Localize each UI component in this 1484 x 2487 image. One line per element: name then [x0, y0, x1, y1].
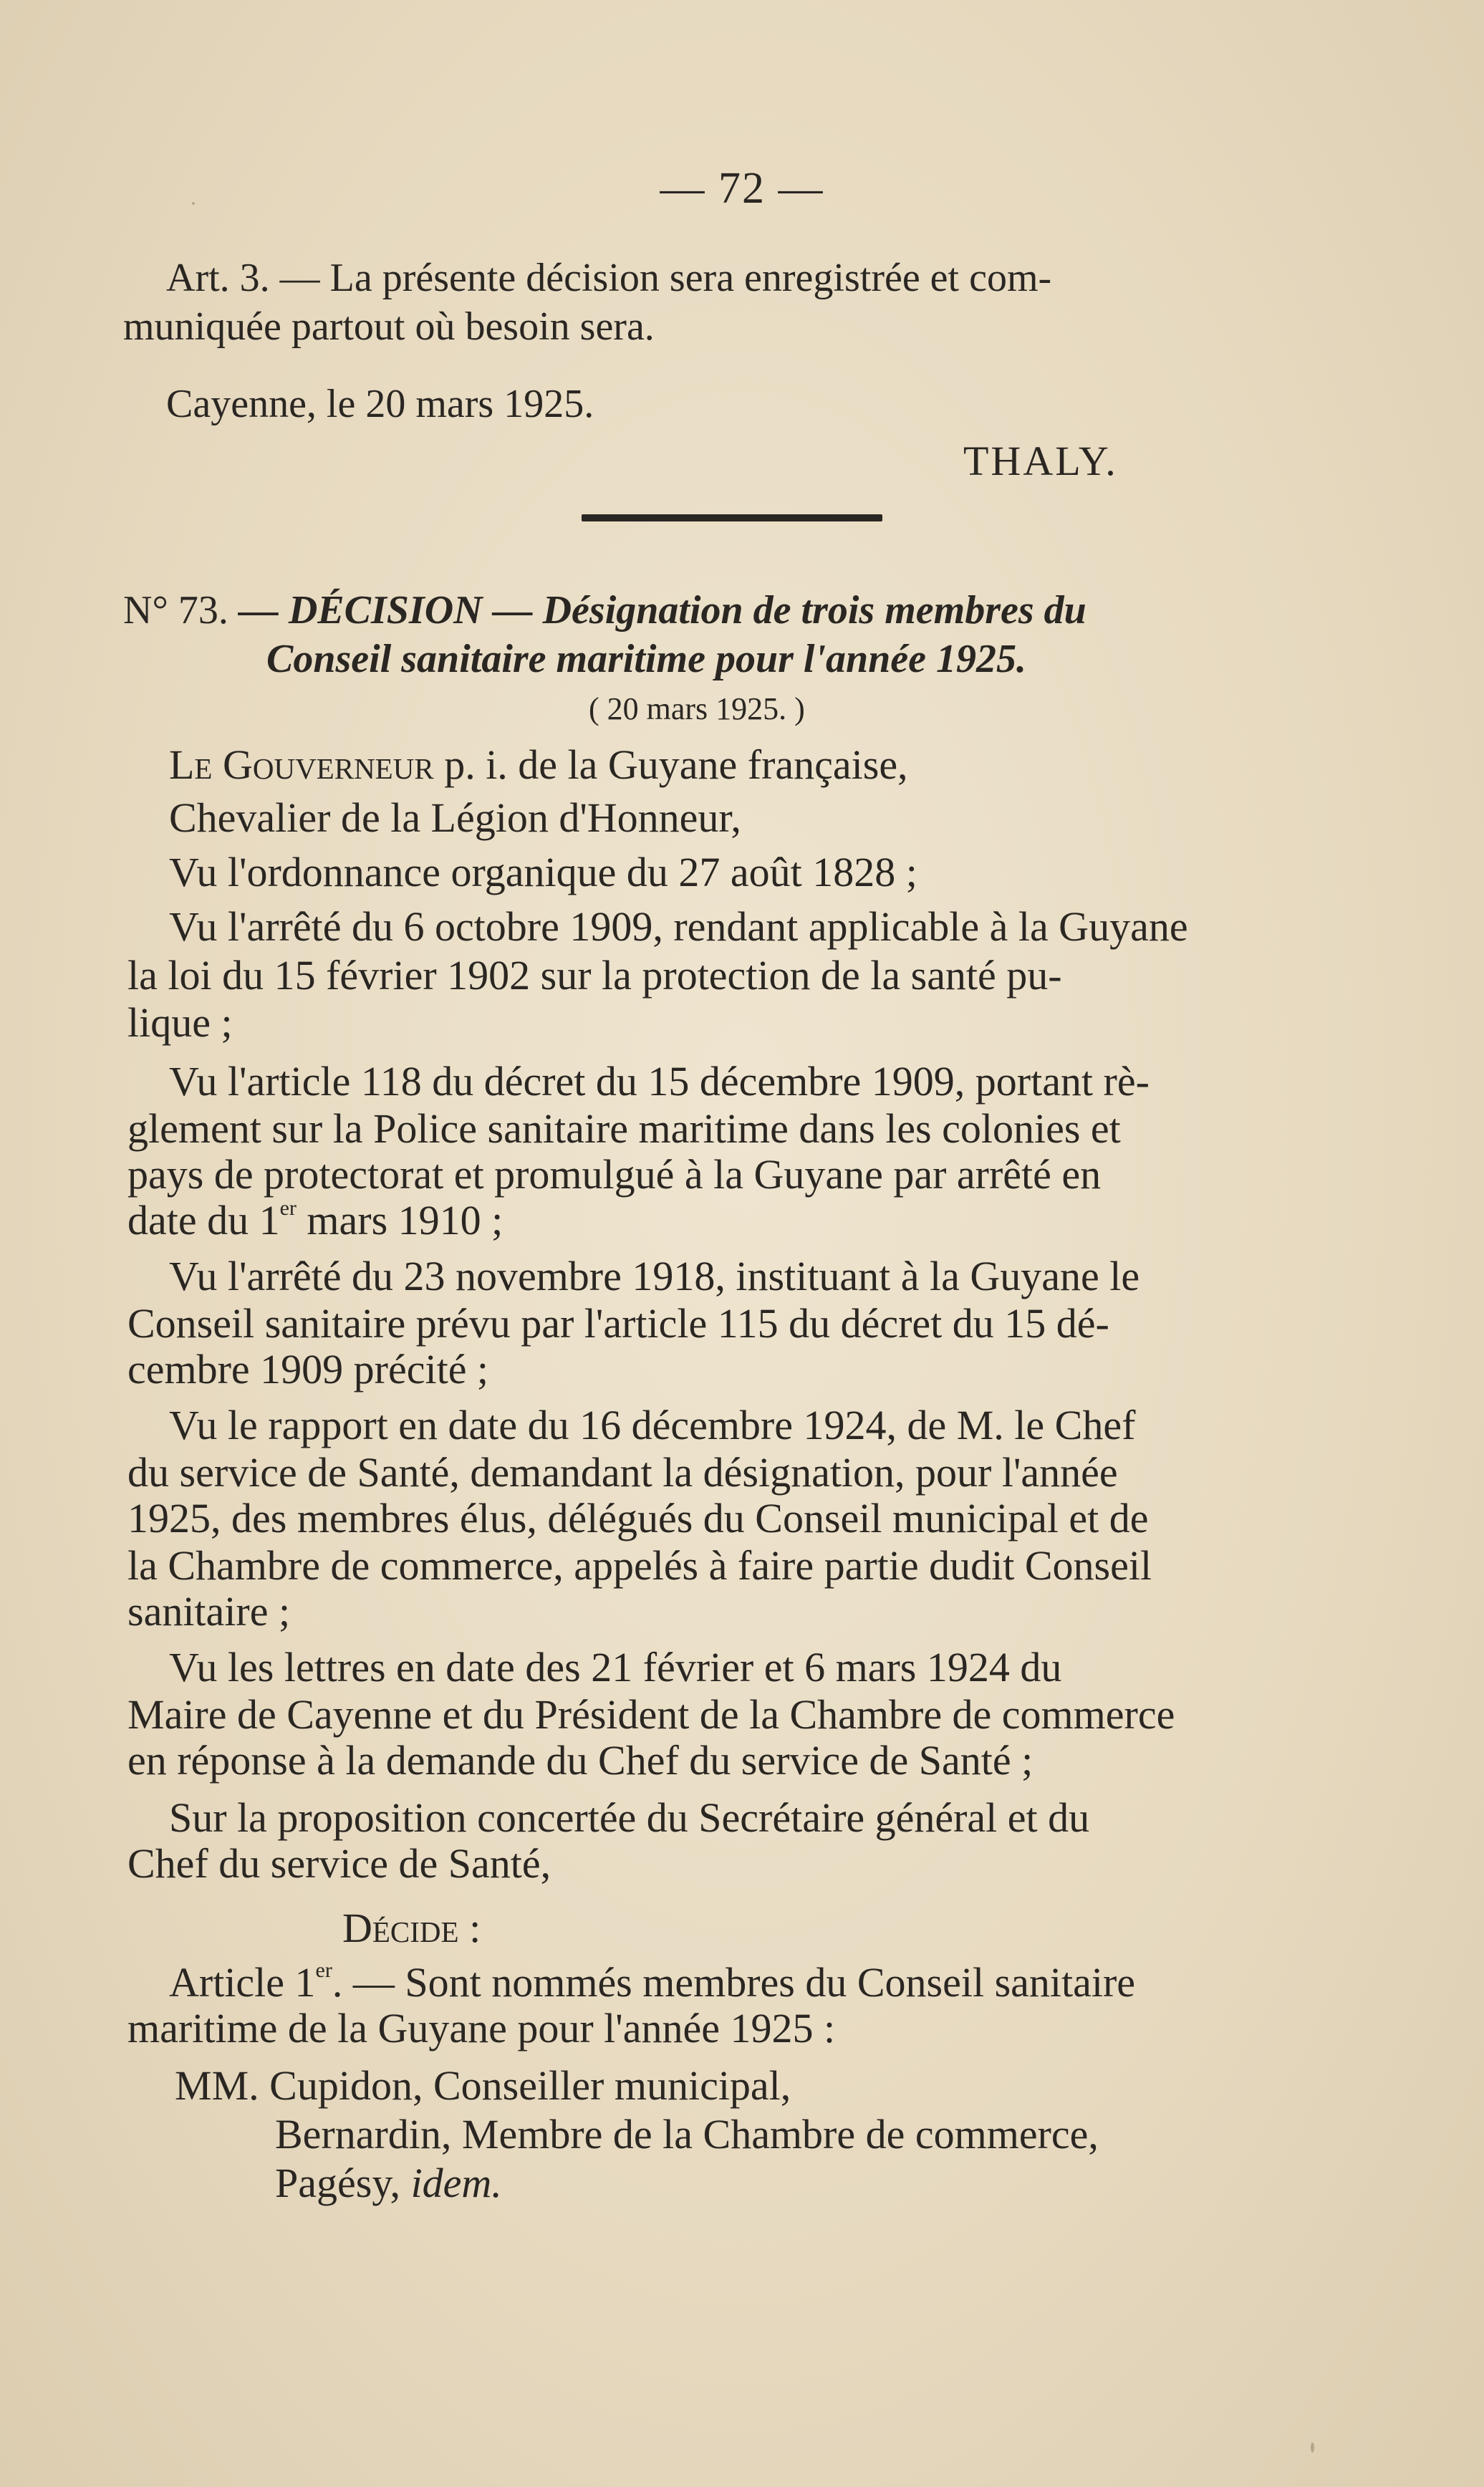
body-line-10	[127, 1198, 503, 1244]
decision-heading-line1	[123, 587, 1086, 633]
body-line-10-a: date du 1	[127, 1197, 280, 1244]
body-line-11: Vu l'arrêté du 23 novembre 1918, instituant à la Guyane le	[169, 1253, 1140, 1299]
page-number: — 72 —	[660, 164, 824, 213]
body-line-17: la Chambre de commerce, appelés à faire partie dudit Conseil	[127, 1542, 1152, 1589]
body-line-01	[169, 742, 908, 788]
body-line-20: Maire de Cayenne et du Président de la Chambre de commerce	[127, 1691, 1175, 1738]
body-line-28	[275, 2160, 502, 2206]
body-line-28-idem: idem.	[410, 2160, 502, 2206]
decision-title-part2: Conseil sanitaire maritime pour l'année 1925.	[266, 637, 1027, 681]
governor-label: Le Gouverneur	[169, 741, 434, 788]
paper-speck	[1311, 2443, 1314, 2453]
decision-title-part1: — DÉCISION — Désignation de trois membres du	[238, 588, 1086, 632]
body-line-03: Vu l'ordonnance organique du 27 août 1828 ;	[169, 849, 917, 895]
body-line-02: Chevalier de la Légion d'Honneur,	[169, 794, 741, 841]
body-line-13: cembre 1909 précité ;	[127, 1346, 489, 1392]
body-line-22: Sur la proposition concertée du Secrétaire général et du	[169, 1794, 1090, 1841]
body-line-24	[169, 1960, 1135, 2006]
article-label: Article 1	[169, 1959, 316, 2006]
body-line-12: Conseil sanitaire prévu par l'article 115 du décret du 15 dé-	[127, 1300, 1109, 1347]
decide-heading: Décide :	[342, 1905, 481, 1951]
body-line-14: Vu le rapport en date du 16 décembre 1924, de M. le Chef	[169, 1402, 1136, 1448]
body-line-21: en réponse à la demande du Chef du service de Santé ;	[127, 1737, 1034, 1784]
body-line-07: Vu l'article 118 du décret du 15 décembre 1909, portant rè-	[169, 1058, 1150, 1105]
section-divider	[582, 514, 882, 521]
body-line-18: sanitaire ;	[127, 1588, 291, 1635]
body-line-19: Vu les lettres en date des 21 février et 6 mars 1924 du	[169, 1644, 1062, 1690]
decision-date: ( 20 mars 1925. )	[589, 691, 805, 726]
body-line-09: pays de protectorat et promulgué à la Guyane par arrêté en	[127, 1151, 1102, 1198]
body-line-10-b: mars 1910 ;	[296, 1197, 504, 1244]
body-line-26: MM. Cupidon, Conseiller municipal,	[175, 2062, 791, 2109]
body-line-10-sup: er	[279, 1196, 297, 1220]
article-text: . — Sont nommés membres du Conseil sanitaire	[332, 1959, 1136, 2006]
body-line-23: Chef du service de Santé,	[127, 1840, 551, 1887]
art3-line2: muniquée partout où besoin sera.	[123, 304, 655, 349]
body-line-08: glement sur la Police sanitaire maritime dans les colonies et	[127, 1105, 1121, 1152]
body-line-27: Bernardin, Membre de la Chambre de commerce,	[275, 2111, 1099, 2158]
governor-rest: p. i. de la Guyane française,	[433, 741, 908, 788]
art3-line1-text: Art. 3. — La présente décision sera enregistrée et com-	[166, 256, 1052, 300]
body-line-05: la loi du 15 février 1902 sur la protection de la santé pu-	[127, 952, 1062, 999]
paper-speck	[192, 202, 195, 205]
body-line-25: maritime de la Guyane pour l'année 1925 :	[127, 2005, 836, 2051]
art3-line1	[166, 255, 1341, 301]
body-line-15: du service de Santé, demandant la désignation, pour l'année	[127, 1449, 1118, 1496]
body-line-06: lique ;	[127, 999, 233, 1046]
body-line-04: Vu l'arrêté du 6 octobre 1909, rendant applicable à la Guyane	[169, 903, 1188, 950]
body-line-16: 1925, des membres élus, délégués du Conseil municipal et de	[127, 1495, 1149, 1541]
article-sup: er	[315, 1958, 332, 1982]
body-line-28-name: Pagésy,	[275, 2160, 411, 2206]
signature: THALY.	[963, 438, 1118, 484]
place-date: Cayenne, le 20 mars 1925.	[166, 382, 594, 426]
decision-number: N° 73.	[123, 588, 228, 632]
